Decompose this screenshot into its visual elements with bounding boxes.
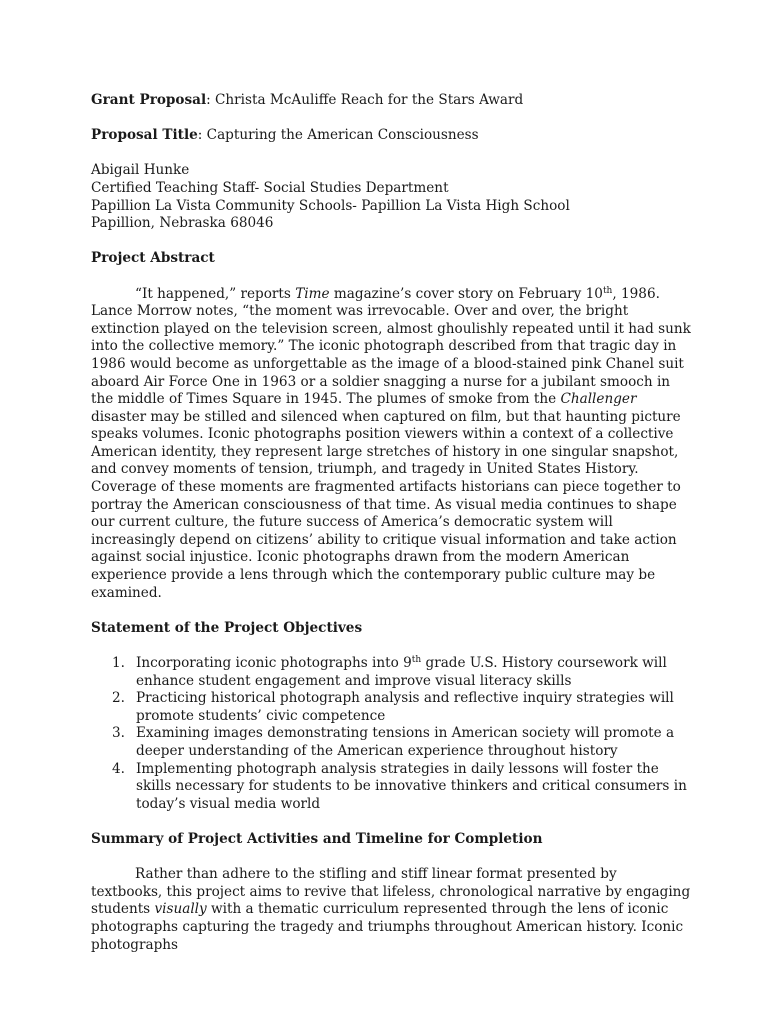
objectives-heading: Statement of the Project Objectives (91, 619, 363, 636)
list-item: 4. Implementing photograph analysis strategies in daily lessons will foster the skills necessary for students to be innovative thinkers and critical consumers in today’s visual media world (112, 760, 687, 812)
document-page (91, 92, 691, 954)
author-role: Certified Teaching Staff- Social Studies Department (91, 179, 449, 196)
author-name: Abigail Hunke (91, 162, 190, 179)
summary-heading: Summary of Project Activities and Timeline for Completion (91, 830, 543, 847)
grant-proposal-value: : Christa McAuliffe Reach for the Stars Award (206, 92, 524, 108)
abstract-heading: Project Abstract (91, 250, 215, 267)
list-item: 2. Practicing historical photograph analysis and reflective inquiry strategies will promote students’ civic competence (112, 690, 674, 724)
summary-paragraph: Rather than adhere to the stifling and stiff linear format presented by textbooks, this project aims to revive that lifeless, chronological narrative by engaging students visually with a thematic curriculum represented through the lens of iconic photographs capturing the tragedy and triumphs throughout American history. Iconic photographs (91, 866, 691, 953)
proposal-title-line (91, 127, 691, 145)
author-location: Papillion, Nebraska 68046 (91, 215, 274, 232)
proposal-title-value: : Capturing the American Consciousness (197, 127, 479, 144)
list-item: 1. Incorporating iconic photographs into 9th grade U.S. History coursework will enhance student engagement and improve visual literacy skills (112, 655, 667, 689)
time-magazine: Time (295, 285, 330, 302)
list-item: 3. Examining images demonstrating tensions in American society will promote a deeper understanding of the American experience throughout history (112, 725, 675, 759)
objectives-list (91, 655, 691, 813)
grant-proposal-line (91, 92, 691, 110)
visually: visually (154, 901, 207, 918)
challenger: Challenger (560, 391, 637, 408)
abstract-paragraph: “It happened,” reports Time magazine’s cover story on February 10th, 1986. Lance Morrow notes, “the moment was irrevocable. Over and over, the bright extinction played on the television screen, almost ghoulishly repeated until it had sunk into the collective memory.” The iconic photograph described from that tragic day in 1986 would become as unforgettable as the image of a blood-stained pink Chanel suit aboard Air Force One in 1963 or a soldier snagging a nurse for a jubilant smooch in the middle of Times Square in 1945. The plumes of smoke from the Challenger disaster may be stilled and silenced when captured on film, but that haunting picture speaks volumes. Iconic photographs position viewers within a context of a collective American identity, they represent large stretches of history in one singular snapshot, and convey moments of tension, triumph, and tragedy in United States History. Coverage of these moments are fragmented artifacts historians can piece together to portray the American consciousness of that time. As visual media continues to shape our current culture, the future success of America’s democratic system will increasingly depend on citizens’ ability to critique visual information and take action against social injustice. Iconic photographs drawn from the modern American experience provide a lens through which the contemporary public culture may be examined. (91, 285, 691, 601)
proposal-title-label: Proposal Title (91, 127, 198, 144)
grant-proposal-label: Grant Proposal (91, 92, 207, 108)
author-school: Papillion La Vista Community Schools- Papillion La Vista High School (91, 197, 570, 214)
